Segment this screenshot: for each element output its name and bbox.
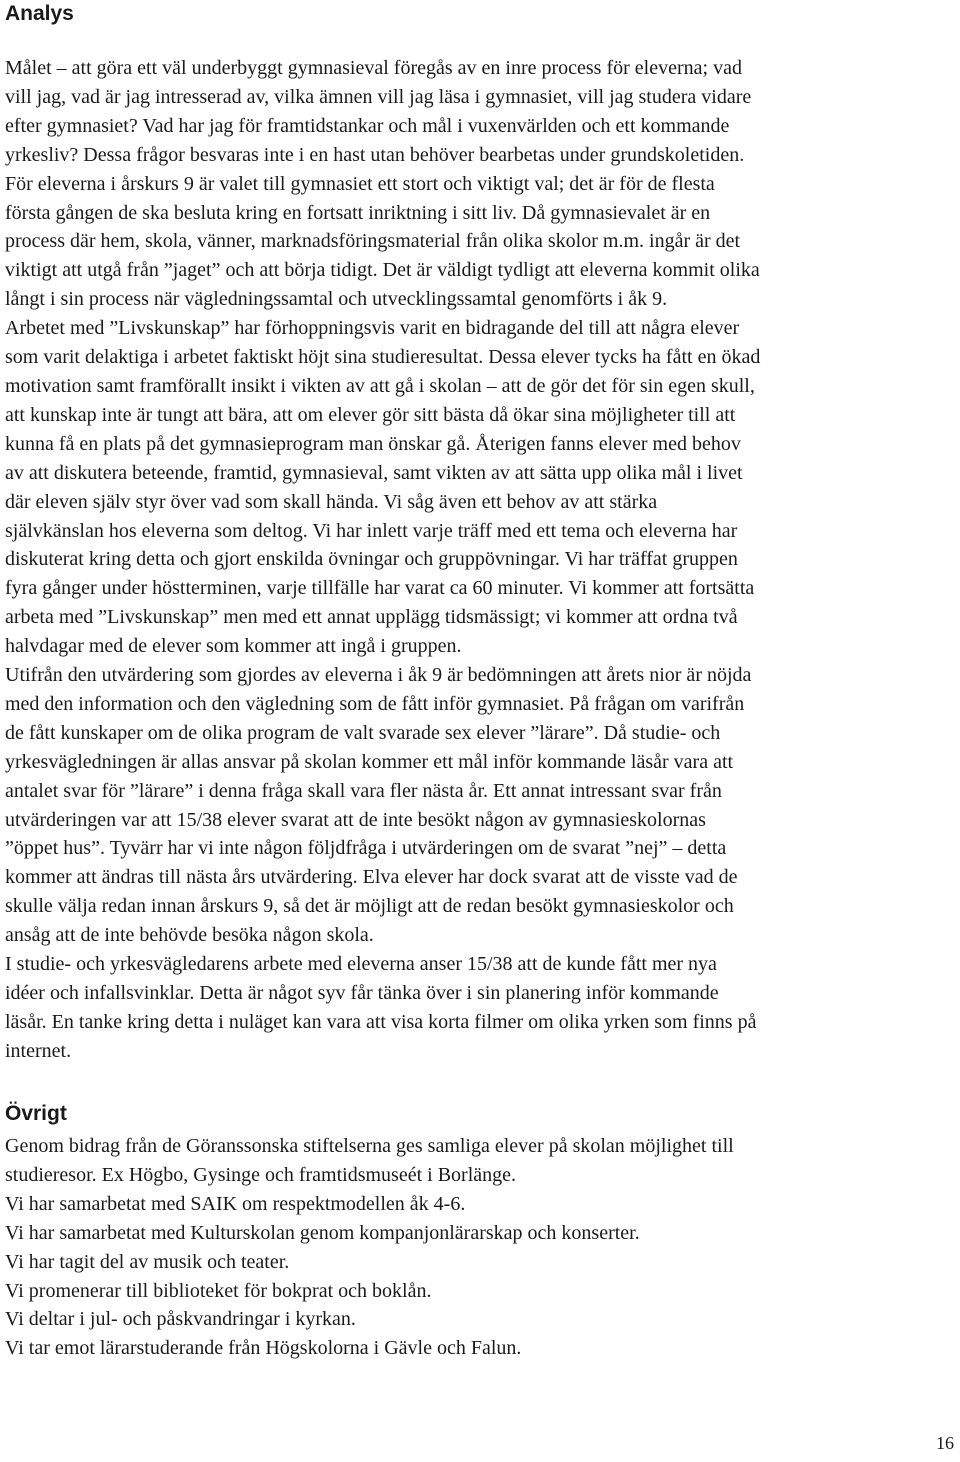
section-heading-ovrigt: Övrigt (5, 1102, 67, 1125)
text-line: ”öppet hus”. Tyvärr har vi inte någon följdfråga i utvärderingen om de svarat ”nej” – detta (5, 837, 727, 860)
text-line: Arbetet med ”Livskunskap” har förhoppningsvis varit en bidragande del till att några elever (5, 317, 740, 340)
text-line: utvärderingen var att 15/38 elever svarat att de inte besökt någon av gymnasieskolornas (5, 808, 706, 831)
text-line: process där hem, skola, vänner, marknadsföringsmaterial från olika skolor m.m. ingår är det (5, 230, 741, 253)
text-line: halvdagar med de elever som kommer att ingå i gruppen. (5, 635, 462, 658)
text-line: I studie- och yrkesvägledarens arbete med eleverna anser 15/38 att de kunde fått mer nya (5, 953, 717, 976)
ovrigt-text-block (5, 1132, 955, 1363)
text-line: långt i sin process när vägledningssamtal och utvecklingssamtal genomförts i åk 9. (5, 288, 668, 311)
text-line: att kunskap inte är tungt att bära, att om elever gör sitt bästa då ökar sina möjligheter till att (5, 403, 736, 426)
text-line: med den information och den vägledning som de fått inför gymnasiet. På frågan om varifrån (5, 692, 745, 715)
text-line: vill jag, vad är jag intresserad av, vilka ämnen vill jag läsa i gymnasiet, vill jag studera vidare (5, 85, 752, 108)
text-line: antalet svar för ”lärare” i denna fråga skall vara fler nästa år. Ett annat intressant svar från (5, 779, 722, 802)
text-line: yrkesliv? Dessa frågor besvaras inte i en hast utan behöver bearbetas under grundskoletiden. (5, 143, 745, 166)
text-line: Vi tar emot lärarstuderande från Högskolorna i Gävle och Falun. (5, 1337, 522, 1360)
text-line: idéer och infallsvinklar. Detta är något syv får tänka över i sin planering inför kommande (5, 982, 719, 1004)
text-line: fyra gånger under höstterminen, varje tillfälle har varat ca 60 minuter. Vi kommer att fortsätta (5, 577, 755, 600)
text-line: första gången de ska besluta kring en fortsatt inriktning i sitt liv. Då gymnasievalet är en (5, 201, 711, 224)
text-line: Vi deltar i jul- och påskvandringar i kyrkan. (5, 1308, 356, 1331)
text-line: viktigt att utgå från ”jaget” och att börja tidigt. Det är väldigt tydligt att eleverna kommit olika (5, 259, 760, 282)
text-line: studieresor. Ex Högbo, Gysinge och framtidsmuseét i Borlänge. (5, 1163, 517, 1186)
text-line: Genom bidrag från de Göranssonska stiftelserna ges samliga elever på skolan möjlighet till (5, 1135, 734, 1157)
text-line: av att diskutera beteende, framtid, gymnasieval, samt vikten av att sätta upp olika mål i livet (5, 461, 743, 484)
text-line: kunna få en plats på det gymnasieprogram man önskar gå. Återigen fanns elever med behov (5, 432, 741, 455)
analys-text-block (5, 54, 955, 1066)
text-line: internet. (5, 1039, 72, 1062)
section-heading-analys: Analys (5, 2, 74, 25)
text-line: självkänslan hos eleverna som deltog. Vi har inlett varje träff med ett tema och eleverna har (5, 519, 738, 542)
page-number: 16 (936, 1433, 954, 1453)
text-line: Vi har samarbetat med SAIK om respektmodellen åk 4-6. (5, 1192, 466, 1215)
text-line: motivation samt framförallt insikt i vikten av att gå i skolan – att de gör det för sin egen skull, (5, 374, 755, 397)
text-line: Vi har tagit del av musik och teater. (5, 1250, 290, 1273)
text-line: läsår. En tanke kring detta i nuläget kan vara att visa korta filmer om olika yrken som finns på (5, 1010, 757, 1033)
text-line: yrkesvägledningen är allas ansvar på skolan kommer ett mål inför kommande läsår vara att (5, 750, 734, 773)
text-line: Vi har samarbetat med Kulturskolan genom kompanjonlärarskap och konserter. (5, 1221, 640, 1244)
text-line: diskuterat kring detta och gjort enskilda övningar och gruppövningar. Vi har träffat gruppen (5, 548, 738, 571)
text-line: efter gymnasiet? Vad har jag för framtidstankar och mål i vuxenvärlden och ett kommande (5, 114, 730, 137)
text-line: Utifrån den utvärdering som gjordes av eleverna i åk 9 är bedömningen att årets nior är nöjda (5, 664, 752, 687)
text-line: Målet – att göra ett väl underbyggt gymnasieval föregås av en inre process för eleverna; vad (5, 57, 742, 79)
text-line: som varit delaktiga i arbetet faktiskt höjt sina studieresultat. Dessa elever tycks ha fått en ökad (5, 346, 761, 369)
text-line: ansåg att de inte behövde besöka någon skola. (5, 924, 374, 947)
text-line: kommer att ändras till nästa års utvärdering. Elva elever har dock svarat att de visste vad de (5, 866, 738, 889)
text-line: arbeta med ”Livskunskap” men med ett annat upplägg tidsmässigt; vi kommer att ordna två (5, 606, 738, 629)
text-line: Vi promenerar till biblioteket för bokprat och boklån. (5, 1279, 432, 1302)
text-line: där eleven själv styr över vad som skall hända. Vi såg även ett behov av att stärka (5, 490, 658, 513)
text-line: skulle välja redan innan årskurs 9, så det är möjligt att de redan besökt gymnasieskolor och (5, 895, 734, 918)
text-line: För eleverna i årskurs 9 är valet till gymnasiet ett stort och viktigt val; det är för de flesta (5, 172, 715, 195)
text-line: de fått kunskaper om de olika program de valt svarade sex elever ”lärare”. Då studie- och (5, 721, 721, 744)
